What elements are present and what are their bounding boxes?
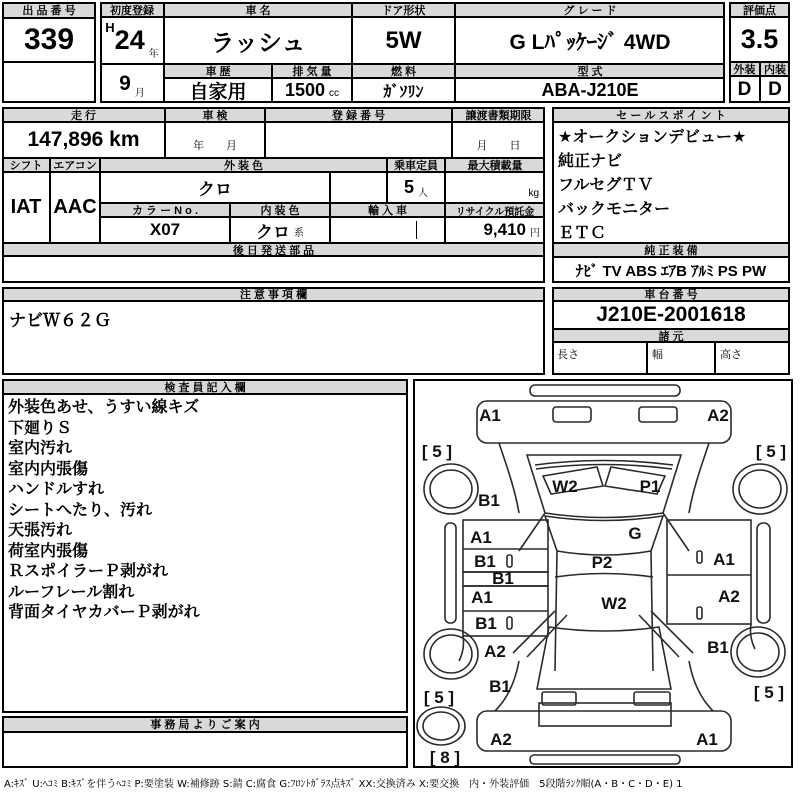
recycle-deposit-header: リサイクル預託金 xyxy=(445,203,545,217)
door-shape-value: 5W xyxy=(352,17,455,64)
damage-code: [ 8 ] xyxy=(429,748,461,766)
capacity-unit: 人 xyxy=(418,188,428,199)
car-name-value: ラッシュ xyxy=(164,17,352,64)
color-no-value: X07 xyxy=(100,217,230,243)
exterior-color-header: 外 装 色 xyxy=(100,158,387,172)
lot-empty-cell xyxy=(2,62,96,103)
displacement-header: 排 気 量 xyxy=(272,64,352,78)
car-diagram xyxy=(415,381,791,766)
max-load-value: kg xyxy=(445,172,545,203)
registration-number-value xyxy=(265,122,452,158)
shift-value: IAT xyxy=(2,172,50,243)
recycle-unit: 円 xyxy=(530,228,540,239)
exterior-color-value: クロ xyxy=(100,172,330,203)
office-info-header: 事 務 局 よ り ご 案 内 xyxy=(2,716,408,732)
registration-number-header: 登 録 番 号 xyxy=(265,107,452,122)
height-cell: 高さ xyxy=(715,342,790,375)
chassis-number-header: 車 台 番 号 xyxy=(552,287,790,301)
era-year: 24 xyxy=(114,25,145,55)
lot-number-value: 339 xyxy=(2,18,96,62)
era-letter: H xyxy=(105,20,115,35)
text-line: 天張汚れ xyxy=(8,522,73,539)
inspection-header: 車 検 xyxy=(165,107,265,122)
displacement-value xyxy=(272,78,352,103)
capacity-value xyxy=(387,172,445,203)
recycle-deposit-value xyxy=(445,217,545,243)
capacity-number: 5 xyxy=(403,177,414,197)
legend-text: A:ｷｽﾞ U:ﾍｺﾐ B:ｷｽﾞを伴うﾍｺﾐ P:要塗装 W:補修跡 S:錆 C:腐食 G:ﾌﾛﾝﾄｶﾞﾗｽ点ｷｽﾞ XX:交換済み X:要交換 内・外装評価 5段階ﾗﾝｸ順(A・B・C・D・E) 1 xyxy=(4,779,683,790)
text-line: 室内内張傷 xyxy=(8,460,89,478)
text-line: 室内汚れ xyxy=(8,440,73,457)
interior-color-value xyxy=(230,217,330,243)
length-cell: 長さ xyxy=(552,342,647,375)
month-unit: 月 xyxy=(134,88,145,99)
transfer-deadline-value: 月 日 xyxy=(452,122,545,158)
exterior-grade-header: 外装 xyxy=(729,62,760,76)
fuel-value: ｶﾞｿﾘﾝ xyxy=(352,78,455,103)
damage-code: A1 xyxy=(479,406,501,425)
damage-code: B1 xyxy=(489,677,511,696)
recycle-amount: 9,410 xyxy=(483,220,526,239)
office-info-value xyxy=(2,732,408,768)
mileage-header: 走 行 xyxy=(2,107,165,122)
transfer-deadline-header: 譲渡書類期限 xyxy=(452,107,545,122)
width-cell: 幅 xyxy=(647,342,715,375)
text-line: 下廻りＳ xyxy=(8,419,73,437)
text-line: シートへたり、汚れ xyxy=(8,501,153,519)
damage-code: B1 xyxy=(474,552,496,571)
damage-code: A1 xyxy=(471,588,493,607)
score-value: 3.5 xyxy=(729,17,790,62)
month-number: 9 xyxy=(119,71,131,95)
mileage-value: 147,896 km xyxy=(2,122,165,158)
text-line: フルセグＴＶ xyxy=(558,177,654,194)
color-no-header: カ ラ ー N o . xyxy=(100,203,230,217)
damage-code: [ 5 ] xyxy=(423,688,455,707)
damage-code: P1 xyxy=(639,477,661,496)
car-topview-svg xyxy=(415,381,791,766)
interior-color-suffix: 系 xyxy=(294,228,304,239)
grade-value: G Lﾊﾟｯｹｰｼﾞ 4WD xyxy=(455,17,725,64)
capacity-header: 乗車定員 xyxy=(387,158,445,172)
later-parts-value xyxy=(2,256,545,283)
fuel-header: 燃 料 xyxy=(352,64,455,78)
car-name-header: 車 名 xyxy=(164,2,352,17)
door-shape-header: ドア形状 xyxy=(352,2,455,17)
interior-grade-value: D xyxy=(760,76,790,103)
text-line: ルーフレール割れ xyxy=(8,583,135,601)
score-header: 評価点 xyxy=(729,2,790,17)
damage-code: A1 xyxy=(470,528,492,547)
damage-code: [ 5 ] xyxy=(421,442,453,461)
displacement-unit: cc xyxy=(329,88,340,99)
damage-code: [ 5 ] xyxy=(753,683,785,702)
interior-grade-header: 内装 xyxy=(760,62,790,76)
displacement-number: 1500 xyxy=(284,80,326,100)
text-line: ハンドルすれ xyxy=(8,481,105,498)
text-line: ＲスポイラーＰ剥がれ xyxy=(8,563,169,580)
damage-code: A2 xyxy=(707,406,729,425)
damage-code: B1 xyxy=(475,614,497,633)
aircon-header: エアコン xyxy=(50,158,100,172)
inspector-notes-list xyxy=(2,394,408,713)
interior-color-header: 内 装 色 xyxy=(230,203,330,217)
factory-equipment-value: ﾅﾋﾞ TV ABS ｴｱB ｱﾙﾐ PS PW xyxy=(552,257,790,283)
lot-number-header: 出 品 番 号 xyxy=(2,2,96,18)
text-line: 純正ナビ xyxy=(558,153,623,170)
sales-points-header: セ ー ル ス ポ イ ン ト xyxy=(552,107,790,122)
damage-code: B1 xyxy=(478,491,500,510)
grade-header: グ レ ー ド xyxy=(455,2,725,17)
car-outline xyxy=(417,385,787,764)
text-line: ＥＴＣ xyxy=(558,225,607,242)
sales-points-list xyxy=(552,122,790,243)
first-registration-year xyxy=(100,17,164,64)
chassis-number-value: J210E-2001618 xyxy=(552,301,790,329)
damage-code: A2 xyxy=(490,730,512,749)
inspector-notes-header: 検 査 員 記 入 欄 xyxy=(2,379,408,394)
dimensions-header: 諸 元 xyxy=(552,329,790,342)
damage-code: B1 xyxy=(492,569,514,588)
max-load-header: 最大積載量 xyxy=(445,158,545,172)
caution-value: ナビＷ６２Ｇ xyxy=(2,301,545,375)
damage-code: [ 5 ] xyxy=(755,442,787,461)
import-header: 輸 入 車 xyxy=(330,203,445,217)
damage-code: A2 xyxy=(718,587,740,606)
damage-code: W2 xyxy=(601,594,627,613)
damage-code: B1 xyxy=(707,638,729,657)
year-unit: 年 xyxy=(148,49,159,60)
text-line: 荷室内張傷 xyxy=(8,542,89,560)
damage-code: W2 xyxy=(552,477,578,496)
caution-header: 注 意 事 項 欄 xyxy=(2,287,545,301)
text-line: バックモニター xyxy=(558,201,671,218)
damage-code: G xyxy=(628,524,642,543)
interior-color-name: クロ xyxy=(256,222,290,242)
model-code-value: ABA-J210E xyxy=(455,78,725,103)
car-history-header: 車 歴 xyxy=(164,64,272,78)
first-registration-header: 初度登録 xyxy=(100,2,164,17)
text-line: 外装色あせ、うすい線キズ xyxy=(8,399,200,416)
damage-code: A2 xyxy=(484,642,506,661)
factory-equipment-header: 純 正 装 備 xyxy=(552,243,790,257)
later-parts-header: 後 日 発 送 部 品 xyxy=(2,243,545,256)
shift-header: シフト xyxy=(2,158,50,172)
import-divider xyxy=(416,221,417,239)
model-code-header: 型 式 xyxy=(455,64,725,78)
import-value xyxy=(330,217,445,243)
inspection-value: 年 月 xyxy=(165,122,265,158)
damage-code: A1 xyxy=(713,550,735,569)
aircon-value: AAC xyxy=(50,172,100,243)
text-line: 背面タイヤカバーＰ剥がれ xyxy=(8,604,200,621)
first-registration-month xyxy=(100,64,164,103)
exterior-color-empty xyxy=(330,172,387,203)
car-history-value: 自家用 xyxy=(164,78,272,103)
exterior-grade-value: D xyxy=(729,76,760,103)
damage-code: A1 xyxy=(696,730,718,749)
damage-code: P2 xyxy=(591,553,613,572)
text-line: ★オークションデビュー★ xyxy=(558,129,747,146)
